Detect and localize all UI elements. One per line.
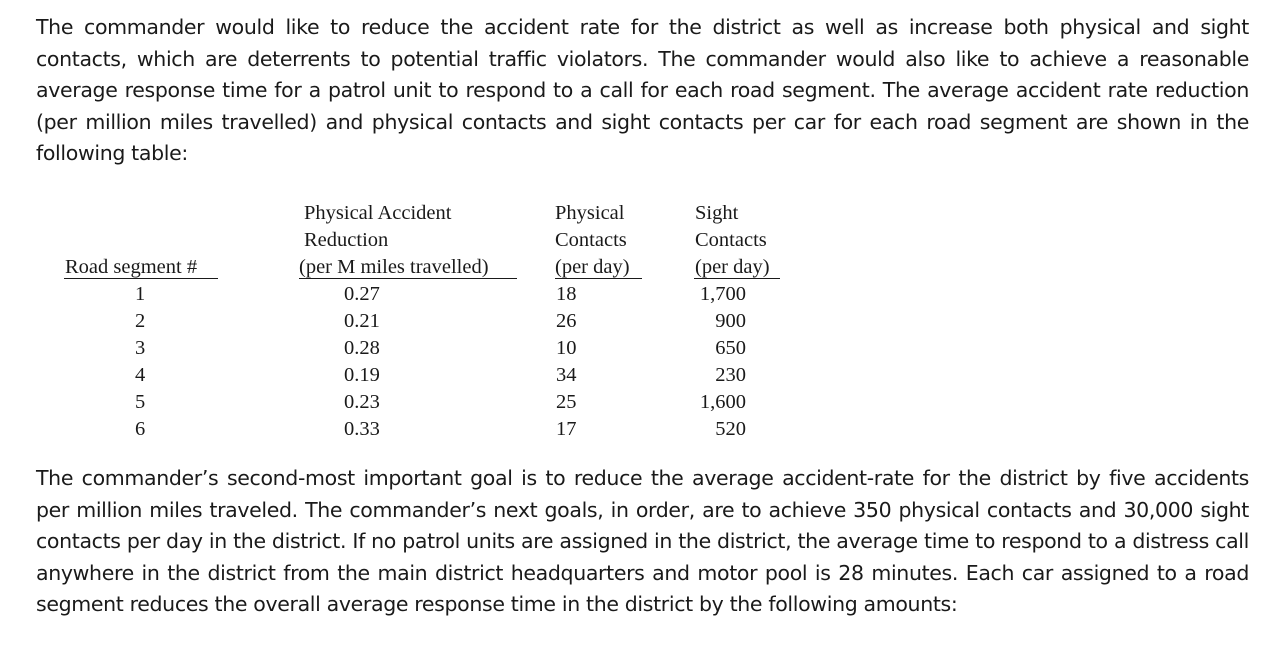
table-cell-sight: 650: [715, 337, 746, 359]
table-cell-accident: 0.33: [344, 418, 380, 440]
header-physical-line1: Physical: [555, 202, 625, 224]
table-cell-sight: 520: [715, 418, 746, 440]
header-accident-line1: Physical Accident: [304, 202, 452, 224]
table-cell-physical: 18: [556, 283, 577, 305]
header-underline-sight: [694, 278, 780, 279]
table-cell-sight: 900: [715, 310, 746, 332]
intro-paragraph: The commander would like to reduce the accident rate for the district as well as increase both physical and sight contacts, which are deterrents to potential traffic violators. The commander would also like to achieve a reasonable average response time for a patrol unit to respond to a call for each road segment. The average accident rate reduction (per million miles travelled) and physical contacts and sight contacts per car for each road segment are shown in the following table:: [36, 15, 1249, 165]
header-sight-line2: Contacts: [695, 229, 767, 251]
header-underline-physical: [555, 278, 642, 279]
header-physical-line3: (per day): [555, 256, 630, 278]
table-cell-physical: 17: [556, 418, 577, 440]
table-cell-segment: 6: [135, 418, 146, 440]
table-cell-segment: 5: [135, 391, 146, 413]
table-cell-physical: 25: [556, 391, 577, 413]
table-cell-accident: 0.28: [344, 337, 380, 359]
header-road-segment: Road segment #: [65, 256, 198, 278]
table-cell-segment: 4: [135, 364, 146, 386]
table-cell-sight: 1,700: [699, 283, 746, 305]
header-sight-line3: (per day): [695, 256, 770, 278]
table-cell-physical: 26: [556, 310, 577, 332]
road-segment-table: [0, 200, 900, 450]
header-physical-line2: Contacts: [555, 229, 627, 251]
table-cell-accident: 0.21: [344, 310, 380, 332]
table-cell-segment: 3: [135, 337, 146, 359]
header-accident-line3: (per M miles travelled): [299, 256, 489, 278]
table-cell-segment: 1: [135, 283, 146, 305]
table-cell-accident: 0.23: [344, 391, 380, 413]
table-cell-accident: 0.27: [344, 283, 380, 305]
table-cell-physical: 10: [556, 337, 577, 359]
header-accident-line2: Reduction: [304, 229, 389, 251]
second-paragraph: The commander’s second-most important goal is to reduce the average accident-rate for the district by five accidents per million miles traveled. The commander’s next goals, in order, are to achieve 350 physical contacts and 30,000 sight contacts per day in the district. If no patrol units are assigned in the district, the average time to respond to a distress call anywhere in the district from the main district headquarters and motor pool is 28 minutes. Each car assigned to a road segment reduces the overall average response time in the district by the following amounts:: [36, 466, 1249, 616]
table-cell-sight: 230: [715, 364, 746, 386]
table-cell-segment: 2: [135, 310, 146, 332]
header-sight-line1: Sight: [695, 202, 739, 224]
table-cell-accident: 0.19: [344, 364, 380, 386]
table-cell-sight: 1,600: [699, 391, 746, 413]
header-underline-accident: [299, 278, 517, 279]
header-underline-segment: [64, 278, 218, 279]
table-cell-physical: 34: [556, 364, 577, 386]
